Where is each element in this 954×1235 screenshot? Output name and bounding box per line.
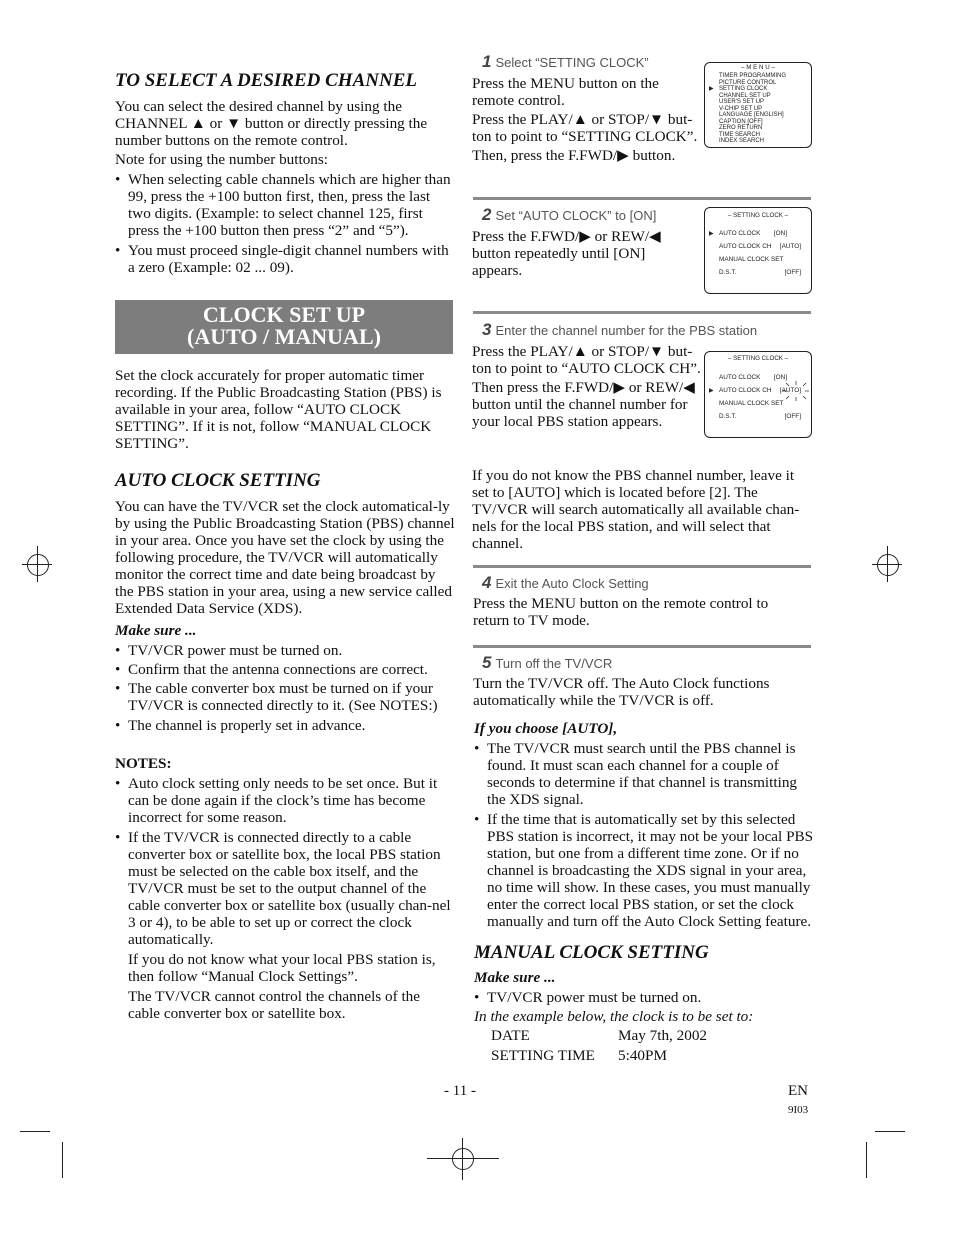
step-title: Select “SETTING CLOCK” xyxy=(495,55,649,70)
step-4-rule xyxy=(473,565,811,568)
row-value: [ON] xyxy=(773,374,787,381)
step-1-body xyxy=(472,75,700,164)
auto-clock-heading: AUTO CLOCK SETTING xyxy=(115,470,321,491)
step-1-heading xyxy=(482,52,649,72)
time-label: SETTING TIME xyxy=(491,1047,595,1064)
step-5-heading xyxy=(482,653,612,673)
page-number: - 11 - xyxy=(444,1083,476,1099)
step-title: Turn off the TV/VCR xyxy=(495,656,613,671)
list-item: • TV/VCR power must be turned on. xyxy=(115,642,455,659)
auto-intro: You can have the TV/VCR set the clock automatical-ly by using the Public Broadcasting Station (PBS) channel in your area. Once you have set the clock by using the following procedure, the TV/VCR will automatically monitor the correct time and date being broadcast by the PBS station in your area, using a new service called Extended Data Service (XDS). xyxy=(115,498,455,617)
left-column-lower xyxy=(115,367,455,1022)
time-value: 5:40PM xyxy=(618,1047,667,1064)
make-sure-label: Make sure ... xyxy=(115,622,197,639)
make-sure-bullets xyxy=(115,642,455,734)
row-value: [OFF] xyxy=(784,269,801,276)
crop-mark xyxy=(20,1131,50,1132)
row-label: AUTO CLOCK xyxy=(719,374,761,381)
row-value: [AUTO] xyxy=(779,243,801,250)
menu-item: PICTURE CONTROL xyxy=(719,79,777,86)
manual-bullets xyxy=(474,989,814,1006)
row-label: MANUAL CLOCK SET xyxy=(719,400,784,407)
crop-mark xyxy=(875,1131,905,1132)
table-row xyxy=(491,1047,814,1064)
menu-items xyxy=(719,73,786,145)
language-code: EN xyxy=(788,1083,808,1099)
screen-row xyxy=(719,244,801,251)
if-auto-label: If you choose [AUTO], xyxy=(474,720,618,737)
auto-bullets xyxy=(474,740,814,930)
step-3-body xyxy=(472,343,702,430)
row-value: [ON] xyxy=(773,230,787,237)
list-item: • Auto clock setting only needs to be set once. But it can be done again if the clock’s time has become incorrect for some reason. xyxy=(115,775,455,826)
menu-item: SETTING CLOCK xyxy=(719,86,768,92)
list-item: • The cable converter box must be turned on if your TV/VCR is connected directly to it. (See NOTES:) xyxy=(115,680,455,714)
list-item: • Confirm that the antenna connections are correct. xyxy=(115,661,455,678)
notes-extra-2: The TV/VCR cannot control the channels of the cable converter box or satellite box. xyxy=(128,988,421,1022)
step-5-body xyxy=(473,675,793,709)
example-intro: In the example below, the clock is to be set to: xyxy=(474,1008,754,1025)
step-2-rule xyxy=(473,197,811,200)
row-label: AUTO CLOCK CH xyxy=(719,387,772,394)
screen-row xyxy=(719,270,801,277)
menu-item: V-CHIP SET UP xyxy=(719,105,763,112)
screen-title: – M E N U – xyxy=(741,64,775,71)
screen-title: – SETTING CLOCK – xyxy=(727,355,789,362)
step-text: Press the F.FWD/▶ or REW/◀ button repeatedly until [ON] appears. xyxy=(472,228,661,279)
list-item: • If the TV/VCR is connected directly to a cable converter box or satellite box, the local PBS station must be selected on the cable box itself, and the TV/VCR must be set to the output channel of the cable converter box or satellite box (usually chan-nel 3 or 4), to be able to set up or correct the clock automatically. xyxy=(115,829,455,948)
list-item: • If the time that is automatically set by this selected PBS station is incorrect, it may not be your local PBS station, but one from a different time zone. Or if no channel is broadcasting the XDS signal in your area, no time will show. In these cases, you must manually enter the correct local PBS station, or set the clock manually and turn off the Auto Clock Setting feature. xyxy=(474,811,814,930)
step-title: Enter the channel number for the PBS station xyxy=(495,323,758,338)
menu-item: INDEX SEARCH xyxy=(719,138,765,144)
clock-setup-banner xyxy=(115,300,453,354)
channel-heading: TO SELECT A DESIRED CHANNEL xyxy=(115,70,417,91)
list-item: • When selecting cable channels which are higher than 99, press the +100 button first, then, press the last two digits. (Example: to select channel 125, first press the +100 button then press “2” and “5”). xyxy=(115,171,455,239)
screen-row xyxy=(719,231,801,238)
step-title: Exit the Auto Clock Setting xyxy=(495,576,649,591)
step-number: 1 xyxy=(482,52,492,71)
step-title: Set “AUTO CLOCK” to [ON] xyxy=(495,208,657,223)
step-2-body xyxy=(472,228,697,279)
setting-clock-screen-a xyxy=(704,207,812,294)
menu-item: ZERO RETURN xyxy=(719,125,763,131)
screen-row xyxy=(719,414,801,421)
row-label: D.S.T. xyxy=(719,269,737,276)
row-label: AUTO CLOCK CH xyxy=(719,243,772,250)
step-4-body xyxy=(473,595,793,629)
pointer-icon: ▶ xyxy=(709,231,714,237)
example-table xyxy=(474,1027,814,1064)
notes-heading: NOTES: xyxy=(115,755,172,772)
screen-title: – SETTING CLOCK – xyxy=(727,212,789,219)
step-number: 2 xyxy=(482,205,492,224)
doc-code: 9I03 xyxy=(788,1104,809,1116)
step-text: Press the PLAY/▲ or STOP/▼ but-ton to point to “AUTO CLOCK CH”. xyxy=(472,343,701,377)
step-3-rule xyxy=(473,311,811,314)
step-2-heading xyxy=(482,205,656,225)
menu-item: TIME SEARCH xyxy=(719,131,761,138)
menu-screen xyxy=(704,62,812,148)
row-value: [AUTO] xyxy=(779,387,801,394)
notes-bullets xyxy=(115,775,455,948)
row-value: [OFF] xyxy=(784,413,801,420)
list-item: • The channel is properly set in advance. xyxy=(115,717,455,734)
date-label: DATE xyxy=(491,1027,530,1044)
registration-circle xyxy=(877,554,899,576)
registration-circle xyxy=(27,554,49,576)
date-value: May 7th, 2002 xyxy=(618,1027,708,1044)
right-column-lower xyxy=(474,720,814,1064)
list-item: • The TV/VCR must search until the PBS channel is found. It must scan each channel for a couple of seconds to determine if that channel is transmitting the XDS signal. xyxy=(474,740,814,808)
screen-row xyxy=(719,257,801,264)
menu-item: USER'S SET UP xyxy=(719,99,765,105)
left-column xyxy=(115,70,455,276)
channel-intro: You can select the desired channel by using the CHANNEL ▲ or ▼ button or directly pressing the number buttons on the remote control. xyxy=(115,98,428,149)
row-label: AUTO CLOCK xyxy=(719,230,761,237)
blink-icon xyxy=(781,380,811,402)
pointer-icon: ▶ xyxy=(709,388,714,394)
row-label: MANUAL CLOCK SET xyxy=(719,256,784,263)
step-3-heading xyxy=(482,320,757,340)
make-sure-label: Make sure ... xyxy=(474,969,556,986)
menu-item: LANGUAGE [ENGLISH] xyxy=(719,112,784,118)
step-text: Then press the F.FWD/▶ or REW/◀ button until the channel number for your local PBS station appears. xyxy=(472,379,695,430)
step-text: Then, press the F.FWD/▶ button. xyxy=(472,147,676,164)
crop-mark xyxy=(866,1142,867,1178)
registration-circle xyxy=(452,1148,474,1170)
step-number: 3 xyxy=(482,320,492,339)
menu-item: CHANNEL SET UP xyxy=(719,92,771,99)
step-text: Turn the TV/VCR off. The Auto Clock functions automatically while the TV/VCR is off. xyxy=(473,675,770,709)
row-label: D.S.T. xyxy=(719,413,737,420)
step-text: Press the MENU button on the remote control to return to TV mode. xyxy=(473,595,769,629)
list-item: • TV/VCR power must be turned on. xyxy=(474,989,814,1006)
table-row xyxy=(491,1027,814,1044)
banner-line-1: CLOCK SET UP xyxy=(202,302,366,327)
channel-note: Note for using the number buttons: xyxy=(115,151,329,168)
channel-bullets xyxy=(115,171,455,276)
crop-mark xyxy=(62,1142,63,1178)
clock-intro: Set the clock accurately for proper automatic timer recording. If the Public Broadcasting Station (PBS) is available in your area, follow “AUTO CLOCK SETTING”. If it is not, follow “MANUAL CLOCK SETTING”. xyxy=(115,367,442,452)
menu-item: TIMER PROGRAMMING xyxy=(719,73,786,79)
notes-extra-1: If you do not know what your local PBS station is, then follow “Manual Clock Settings”. xyxy=(128,951,436,985)
setting-clock-screen-b xyxy=(704,351,812,438)
step-5-rule xyxy=(473,645,811,648)
step-number: 4 xyxy=(482,573,492,592)
list-item: • You must proceed single-digit channel numbers with a zero (Example: 02 ... 09). xyxy=(115,242,455,276)
step-text: Press the MENU button on the remote control. xyxy=(472,75,659,109)
banner-line-2: (AUTO / MANUAL) xyxy=(187,324,381,349)
step-3-body-wide xyxy=(472,467,812,552)
manual-clock-heading: MANUAL CLOCK SETTING xyxy=(474,942,709,963)
step-4-heading xyxy=(482,573,649,593)
step-text: If you do not know the PBS channel number, leave it set to [AUTO] which is located before [2]. The TV/VCR will search automatically all available chan-nels for the local PBS station, and will select that channel. xyxy=(472,467,800,552)
step-text: Press the PLAY/▲ or STOP/▼ but-ton to point to “SETTING CLOCK”. xyxy=(472,111,698,145)
pointer-icon: ▶ xyxy=(709,86,714,92)
step-number: 5 xyxy=(482,653,492,672)
menu-item: CAPTION [OFF] xyxy=(719,118,763,125)
